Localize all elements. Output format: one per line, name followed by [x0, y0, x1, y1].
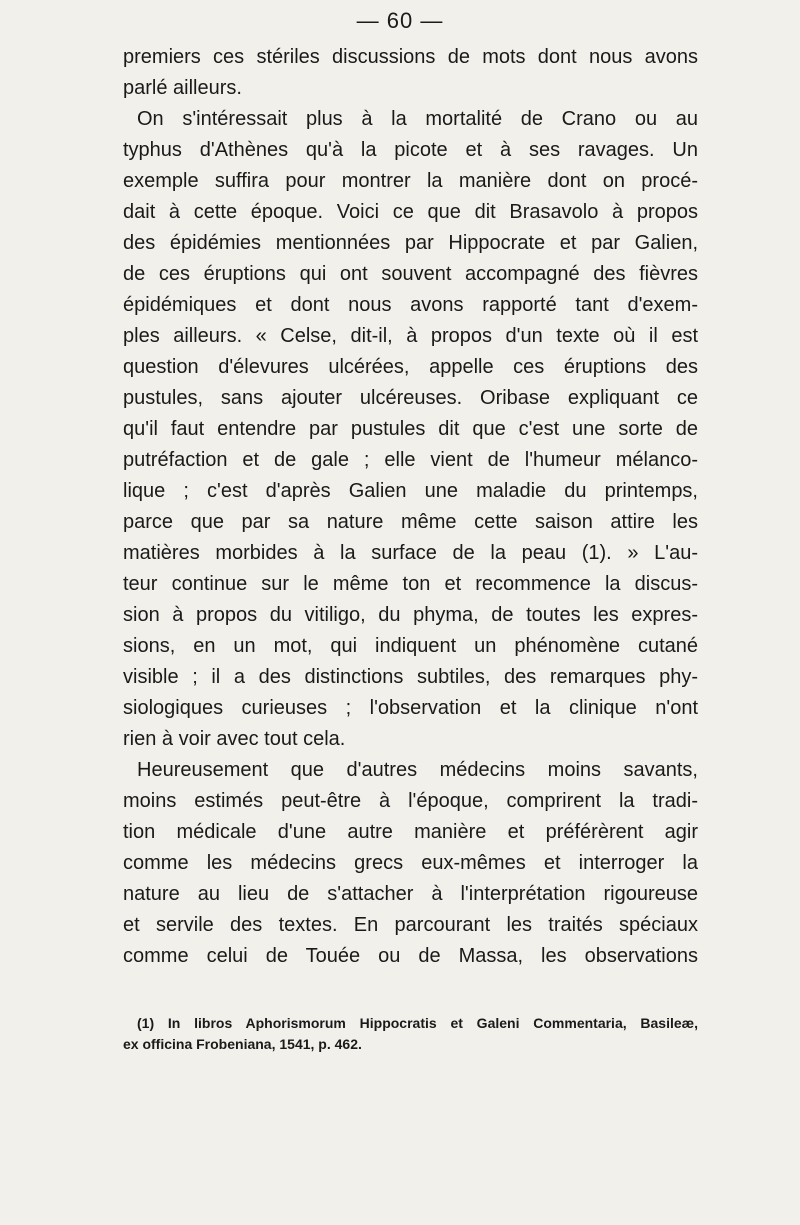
text-line: comme les médecins grecs eux-mêmes et interroger la — [123, 852, 698, 874]
text-line: exemple suffira pour montrer la manière dont on procé- — [123, 170, 698, 192]
text-line: ples ailleurs. « Celse, dit-il, à propos d'un texte où il est — [123, 325, 698, 347]
text-line: visible ; il a des distinctions subtiles, des remarques phy- — [123, 666, 698, 688]
text-line: nature au lieu de s'attacher à l'interprétation rigoureuse — [123, 883, 698, 905]
text-line: premiers ces stériles discussions de mots dont nous avons — [123, 46, 698, 68]
text-line: dait à cette époque. Voici ce que dit Brasavolo à propos — [123, 201, 698, 223]
body-text — [123, 42, 698, 972]
text-line: rien à voir avec tout cela. — [123, 728, 346, 750]
footnote-line: (1) In libros Aphorismorum Hippocratis et Galeni Commentaria, Basileæ, — [137, 1015, 698, 1031]
text-line: des épidémies mentionnées par Hippocrate et par Galien, — [123, 232, 698, 254]
text-line: sions, en un mot, qui indiquent un phénomène cutané — [123, 635, 698, 657]
text-line: matières morbides à la surface de la peau (1). » L'au- — [123, 542, 698, 564]
text-line: On s'intéressait plus à la mortalité de Crano ou au — [137, 108, 698, 130]
footnote — [123, 1013, 698, 1055]
text-line: comme celui de Touée ou de Massa, les observations — [123, 945, 698, 967]
text-line: putréfaction et de gale ; elle vient de l'humeur mélanco- — [123, 449, 698, 471]
text-line: parce que par sa nature même cette saison attire les — [123, 511, 698, 533]
text-line: Heureusement que d'autres médecins moins savants, — [137, 759, 698, 781]
text-line: épidémiques et dont nous avons rapporté tant d'exem- — [123, 294, 698, 316]
text-line: et servile des textes. En parcourant les traités spéciaux — [123, 914, 698, 936]
text-line: de ces éruptions qui ont souvent accompagné des fièvres — [123, 263, 698, 285]
text-line: pustules, sans ajouter ulcéreuses. Oribase expliquant ce — [123, 387, 698, 409]
text-line: moins estimés peut-être à l'époque, comprirent la tradi- — [123, 790, 698, 812]
text-line: siologiques curieuses ; l'observation et la clinique n'ont — [123, 697, 698, 719]
text-line: qu'il faut entendre par pustules dit que c'est une sorte de — [123, 418, 698, 440]
text-line: lique ; c'est d'après Galien une maladie du printemps, — [123, 480, 698, 502]
text-line: typhus d'Athènes qu'à la picote et à ses ravages. Un — [123, 139, 698, 161]
footnote-line: ex officina Frobeniana, 1541, p. 462. — [123, 1036, 362, 1052]
text-line: teur continue sur le même ton et recommence la discus- — [123, 573, 698, 595]
page-number: — 60 — — [356, 8, 444, 33]
text-line: question d'élevures ulcérées, appelle ces éruptions des — [123, 356, 698, 378]
text-line: tion médicale d'une autre manière et préférèrent agir — [123, 821, 698, 843]
text-line: sion à propos du vitiligo, du phyma, de toutes les expres- — [123, 604, 698, 626]
text-line: parlé ailleurs. — [123, 77, 242, 99]
